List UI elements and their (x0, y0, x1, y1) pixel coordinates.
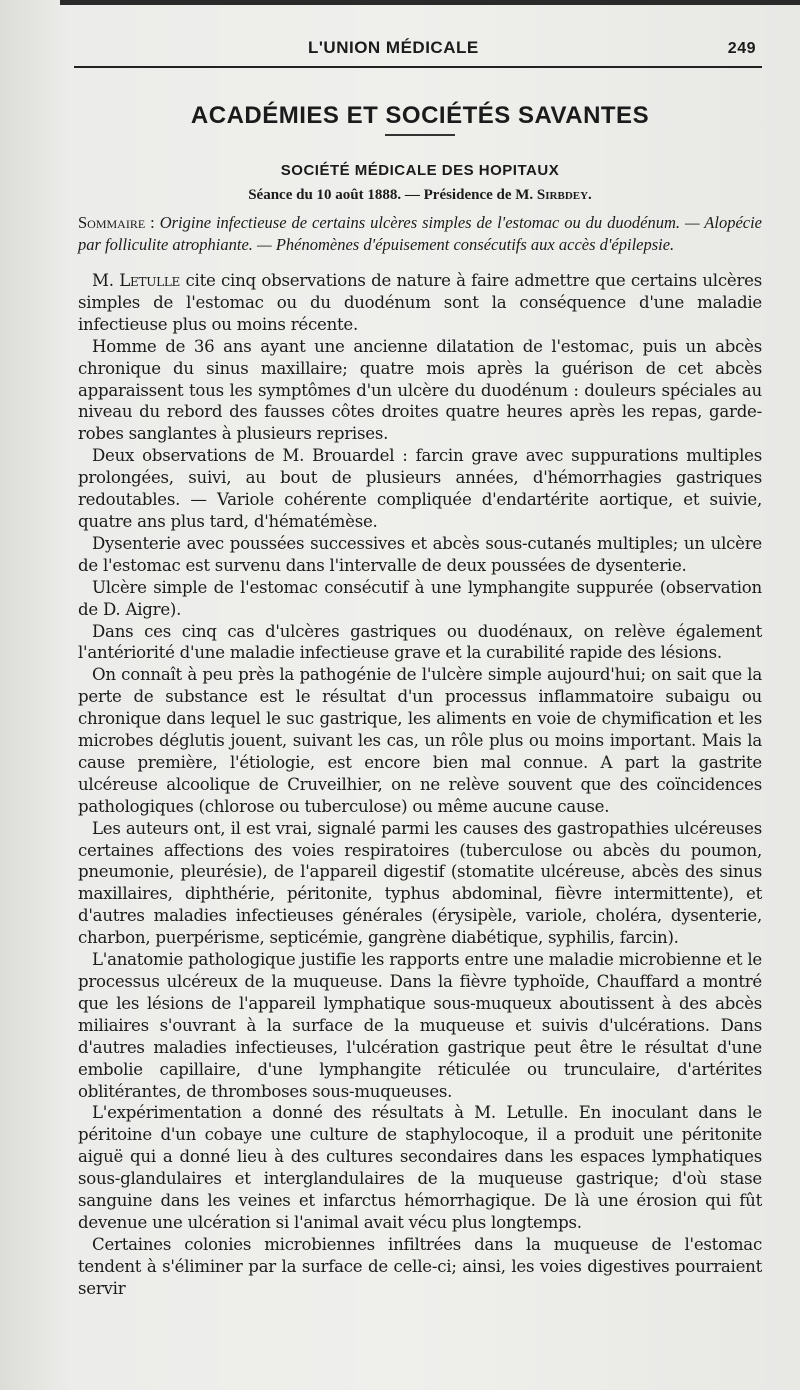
paragraph: Dysenterie avec poussées successives et abcès sous-cutanés multiples; un ulcère de l'estomac est survenu dans l'intervalle de deux poussées de dysenterie. (78, 533, 762, 575)
sommaire-text: Origine infectieuse de certains ulcères simples de l'estomac ou du duodénum. — Alopécie par folliculite atrophiante. — Phénomènes d'épuisement consécutifs aux accès d'épilepsie. (78, 213, 762, 254)
president-name: Sirbdey. (536, 187, 592, 203)
seance-text: Séance du 10 août 1888. — Présidence de M. (248, 187, 534, 203)
paragraph: Les auteurs ont, il est vrai, signalé parmi les causes des gastropathies ulcéreuses certaines affections des voies respiratoires (tuberculose ou abcès du poumon, pneumonie, pleurésie), de l'appareil digestif (stomatite ulcéreuse, abcès des sinus maxillaires, diphthérie, péritonite, typhus abdominal, fièvre intermittente), et d'autres maladies infectieuses générales (érysipèle, variole, choléra, dysenterie, charbon, puerpérisme, septicémie, gangrène diabétique, syphilis, farcin). (78, 818, 762, 948)
sommaire (78, 212, 762, 256)
paragraph: Homme de 36 ans ayant une ancienne dilatation de l'estomac, puis un abcès chronique du sinus maxillaire; quatre mois après la guérison de cet abcès apparaissent tous les symptômes d'un ulcère du duodénum : douleurs spéciales au niveau du rebord des fausses côtes droites quatre heures après les repas, garde-robes sanglantes à plusieurs reprises. (78, 336, 762, 444)
section-title: ACADÉMIES ET SOCIÉTÉS SAVANTES (190, 102, 650, 129)
paragraph-text: cite cinq observations de nature à faire admettre que certains ulcères simples de l'estomac ou du duodénum sont la conséquence d'une maladie infectieuse plus ou moins récente. (78, 271, 762, 334)
top-edge-bar (60, 0, 800, 5)
paragraph: Deux observations de M. Brouardel : farcin grave avec suppurations multiples prolongées, suivi, au bout de plusieurs années, d'hémorrhagies gastriques redoutables. — Variole cohérente compliquée d'endartérite aortique, et suivie, quatre ans plus tard, d'hématémèse. (78, 446, 762, 531)
paragraph: Ulcère simple de l'estomac consécutif à une lymphangite suppurée (observation de D. Aigre). (78, 577, 762, 619)
author-name: Letulle (119, 271, 181, 290)
paragraph-lead: M. (92, 271, 120, 290)
paragraph: Dans ces cinq cas d'ulcères gastriques ou duodénaux, on relève également l'antériorité d'une maladie infectieuse grave et la curabilité rapide des lésions. (78, 621, 762, 663)
article-body (78, 270, 762, 1300)
page-number: 249 (727, 40, 756, 57)
header-rule (74, 66, 762, 68)
title-ornament (385, 134, 455, 136)
paragraph: L'anatomie pathologique justifie les rapports entre une maladie microbienne et le processus ulcéreux de la muqueuse. Dans la fièvre typhoïde, Chauffard a montré que les lésions de l'appareil lymphatique sous-muqueux aboutissent à des abcès miliaires s'ouvrant à la surface de la muqueuse et suivis d'ulcérations. Dans d'autres maladies infectieuses, l'ulcération gastrique peut être le résultat d'une embolie capillaire, d'une lymphangite réticulée ou trunculaire, d'artérites oblitérantes, de thromboses sous-muqueuses. (78, 950, 762, 1101)
running-title: L'UNION MÉDICALE (308, 38, 479, 57)
sommaire-separator: : (145, 213, 160, 232)
paragraph: On connaît à peu près la pathogénie de l'ulcère simple aujourd'hui; on sait que la perte de substance est le résultat d'un processus inflammatoire subaigu ou chronique dans lequel le suc gastrique, les aliments en voie de chymification et les microbes déglutis jouent, suivant les cas, un rôle plus ou moins important. Mais la cause première, l'étiologie, est encore bien mal connue. A part la gastrite ulcéreuse alcoolique de Cruveilhier, on ne relève souvent que des coïncidences pathologiques (chlorose ou tuberculose) ou même aucune cause. (78, 665, 762, 816)
paragraph: Certaines colonies microbiennes infiltrées dans la muqueuse de l'estomac tendent à s'éliminer par la surface de celle-ci; ainsi, les voies digestives pourraient servir (78, 1234, 762, 1298)
sommaire-label: Sommaire (78, 213, 146, 232)
paragraph (78, 270, 762, 336)
paragraph: L'expérimentation a donné des résultats à M. Letulle. En inoculant dans le péritoine d'un cobaye une culture de staphylocoque, il a produit une péritonite aiguë qui a donné lieu à des cultures secondaires dans les espaces lymphatiques sous-glandulaires et interglandulaires de la muqueuse gastrique; d'où stase sanguine dans les veines et infarctus hémorrhagique. De là une érosion qui fût devenue une ulcération si l'animal avait vécu plus longtemps. (78, 1103, 762, 1232)
seance-line (78, 187, 762, 204)
society-heading: SOCIÉTÉ MÉDICALE DES HOPITAUX (280, 162, 560, 179)
running-header (78, 28, 762, 62)
